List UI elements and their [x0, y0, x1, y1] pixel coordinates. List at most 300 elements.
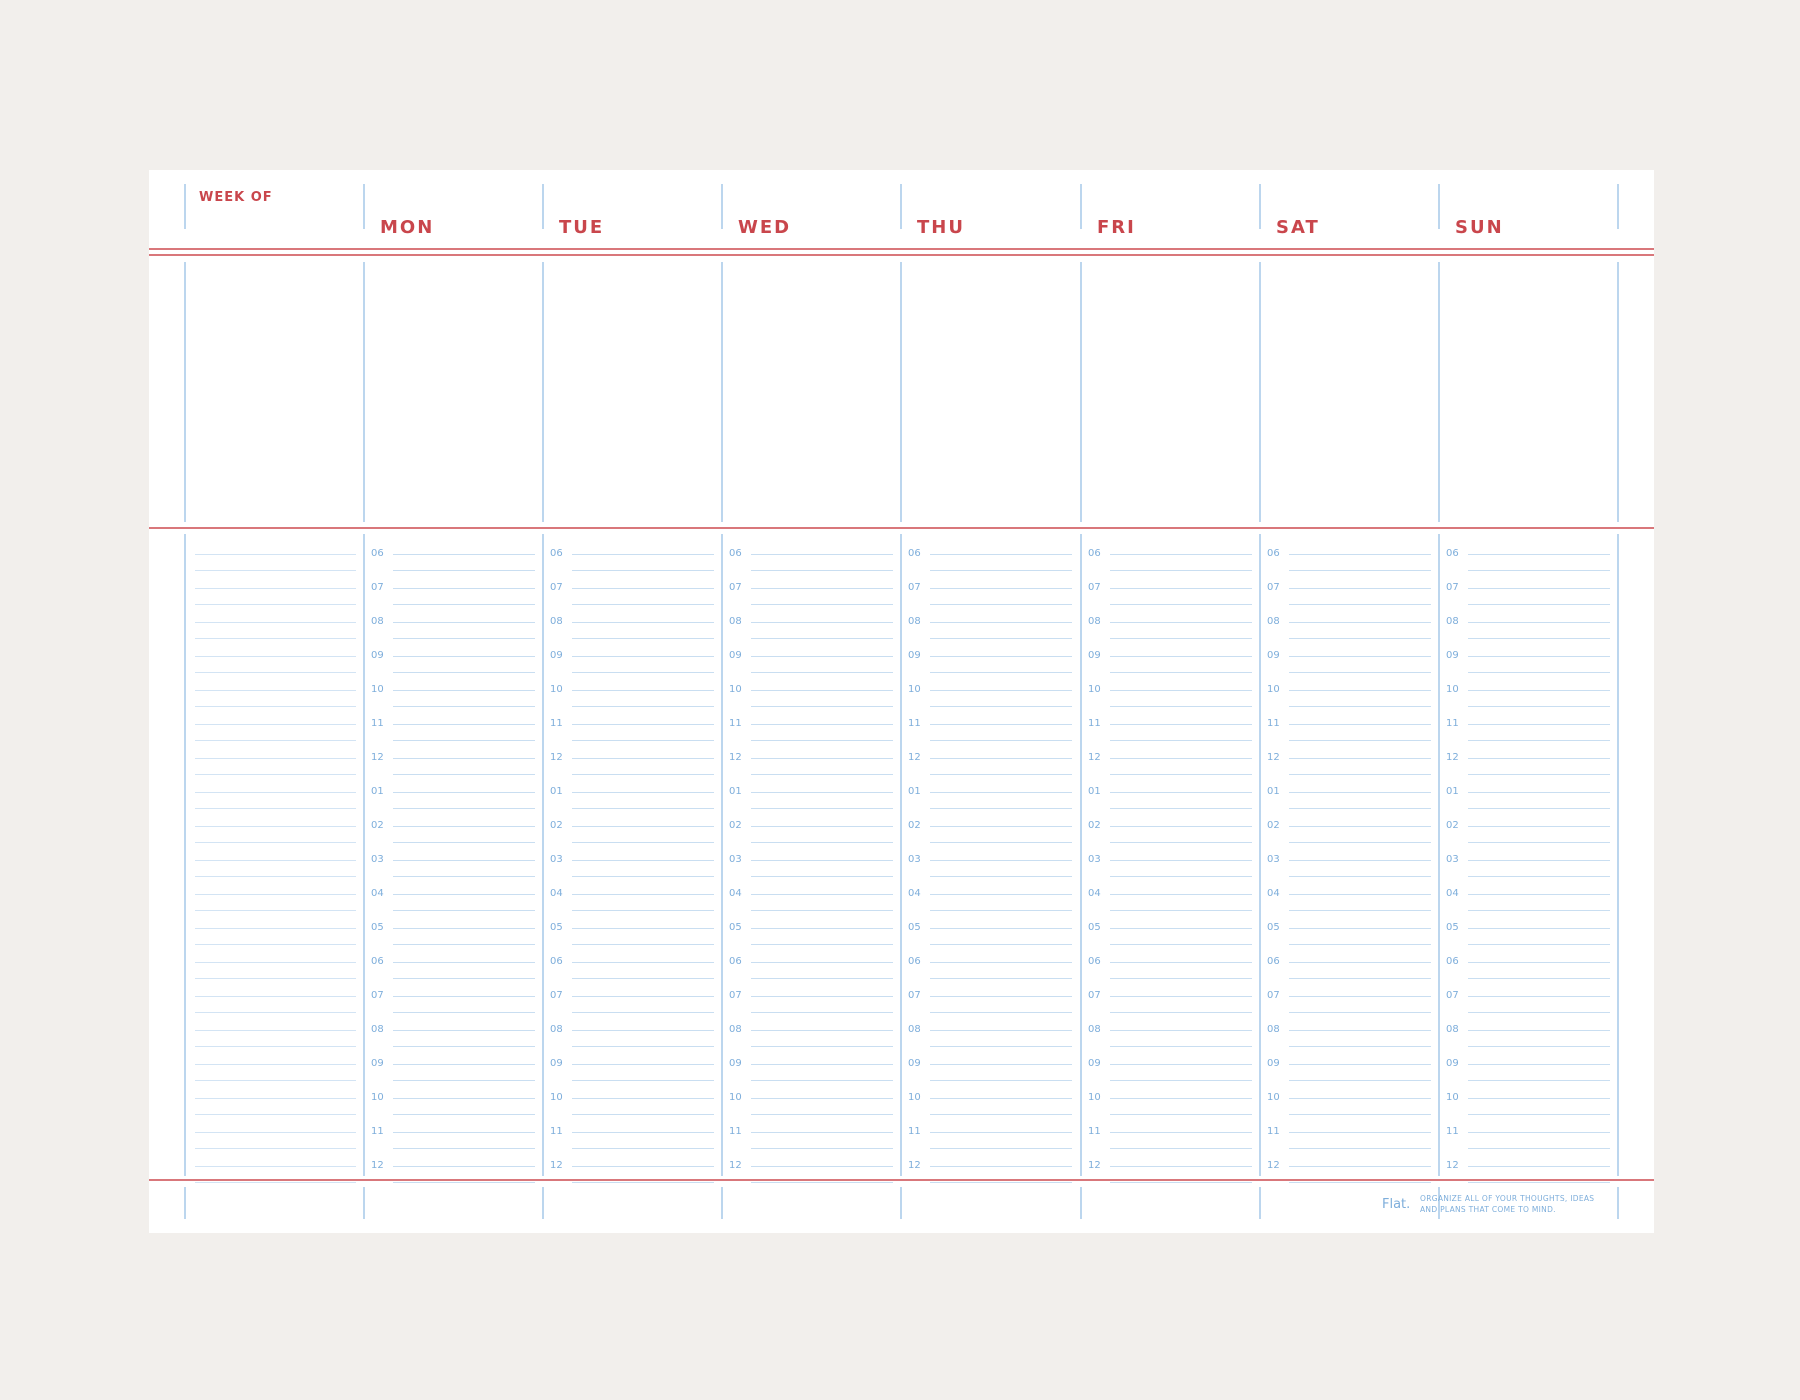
time-slot-line[interactable]	[572, 758, 714, 759]
half-hour-slot-line[interactable]	[930, 1182, 1072, 1183]
time-slot-line[interactable]	[930, 1030, 1072, 1031]
notes-line[interactable]	[195, 1098, 356, 1099]
half-hour-slot-line[interactable]	[1110, 1148, 1252, 1149]
half-hour-slot-line[interactable]	[1289, 740, 1431, 741]
half-hour-slot-line[interactable]	[572, 1080, 714, 1081]
time-slot-line[interactable]	[572, 690, 714, 691]
notes-line[interactable]	[195, 792, 356, 793]
time-slot-line[interactable]	[393, 1030, 535, 1031]
time-slot-line[interactable]	[751, 860, 893, 861]
half-hour-slot-line[interactable]	[751, 808, 893, 809]
time-slot-line[interactable]	[393, 860, 535, 861]
notes-line[interactable]	[195, 1046, 356, 1047]
time-slot-line[interactable]	[572, 792, 714, 793]
half-hour-slot-line[interactable]	[572, 910, 714, 911]
half-hour-slot-line[interactable]	[1289, 604, 1431, 605]
time-slot-line[interactable]	[1468, 996, 1610, 997]
time-slot-line[interactable]	[930, 894, 1072, 895]
time-slot-line[interactable]	[1110, 588, 1252, 589]
half-hour-slot-line[interactable]	[1110, 604, 1252, 605]
notes-line[interactable]	[195, 1012, 356, 1013]
time-slot-line[interactable]	[751, 962, 893, 963]
half-hour-slot-line[interactable]	[930, 672, 1072, 673]
half-hour-slot-line[interactable]	[1468, 1182, 1610, 1183]
time-slot-line[interactable]	[1468, 1098, 1610, 1099]
half-hour-slot-line[interactable]	[1468, 1080, 1610, 1081]
time-slot-line[interactable]	[930, 1132, 1072, 1133]
half-hour-slot-line[interactable]	[1468, 808, 1610, 809]
time-slot-line[interactable]	[1110, 1166, 1252, 1167]
notes-line[interactable]	[195, 894, 356, 895]
notes-line[interactable]	[195, 1132, 356, 1133]
notes-line[interactable]	[195, 656, 356, 657]
notes-line[interactable]	[195, 588, 356, 589]
half-hour-slot-line[interactable]	[930, 1046, 1072, 1047]
time-slot-line[interactable]	[572, 826, 714, 827]
time-slot-line[interactable]	[572, 1030, 714, 1031]
notes-line[interactable]	[195, 774, 356, 775]
time-slot-line[interactable]	[930, 962, 1072, 963]
half-hour-slot-line[interactable]	[751, 1046, 893, 1047]
half-hour-slot-line[interactable]	[1289, 672, 1431, 673]
notes-line[interactable]	[195, 962, 356, 963]
half-hour-slot-line[interactable]	[572, 1114, 714, 1115]
time-slot-line[interactable]	[1468, 826, 1610, 827]
half-hour-slot-line[interactable]	[1289, 1012, 1431, 1013]
time-slot-line[interactable]	[1468, 894, 1610, 895]
half-hour-slot-line[interactable]	[393, 842, 535, 843]
half-hour-slot-line[interactable]	[1468, 1046, 1610, 1047]
notes-line[interactable]	[195, 910, 356, 911]
time-slot-line[interactable]	[1289, 1030, 1431, 1031]
half-hour-slot-line[interactable]	[751, 604, 893, 605]
notes-line[interactable]	[195, 570, 356, 571]
time-slot-line[interactable]	[1110, 656, 1252, 657]
time-slot-line[interactable]	[1289, 1098, 1431, 1099]
time-slot-line[interactable]	[1110, 962, 1252, 963]
half-hour-slot-line[interactable]	[393, 1080, 535, 1081]
half-hour-slot-line[interactable]	[751, 1182, 893, 1183]
time-slot-line[interactable]	[1110, 894, 1252, 895]
half-hour-slot-line[interactable]	[572, 774, 714, 775]
half-hour-slot-line[interactable]	[1110, 570, 1252, 571]
time-slot-line[interactable]	[572, 860, 714, 861]
half-hour-slot-line[interactable]	[572, 604, 714, 605]
time-slot-line[interactable]	[1468, 690, 1610, 691]
notes-line[interactable]	[195, 1030, 356, 1031]
time-slot-line[interactable]	[1289, 996, 1431, 997]
time-slot-line[interactable]	[572, 656, 714, 657]
time-slot-line[interactable]	[1468, 860, 1610, 861]
half-hour-slot-line[interactable]	[572, 978, 714, 979]
time-slot-line[interactable]	[393, 1098, 535, 1099]
half-hour-slot-line[interactable]	[393, 1046, 535, 1047]
time-slot-line[interactable]	[1110, 826, 1252, 827]
half-hour-slot-line[interactable]	[1468, 604, 1610, 605]
notes-line[interactable]	[195, 724, 356, 725]
half-hour-slot-line[interactable]	[1110, 638, 1252, 639]
time-slot-line[interactable]	[393, 622, 535, 623]
notes-line[interactable]	[195, 860, 356, 861]
half-hour-slot-line[interactable]	[1468, 842, 1610, 843]
time-slot-line[interactable]	[751, 1030, 893, 1031]
half-hour-slot-line[interactable]	[751, 774, 893, 775]
time-slot-line[interactable]	[930, 656, 1072, 657]
time-slot-line[interactable]	[1468, 588, 1610, 589]
half-hour-slot-line[interactable]	[751, 944, 893, 945]
half-hour-slot-line[interactable]	[1468, 910, 1610, 911]
half-hour-slot-line[interactable]	[751, 910, 893, 911]
half-hour-slot-line[interactable]	[393, 910, 535, 911]
half-hour-slot-line[interactable]	[1289, 910, 1431, 911]
half-hour-slot-line[interactable]	[1289, 774, 1431, 775]
time-slot-line[interactable]	[1110, 554, 1252, 555]
time-slot-line[interactable]	[572, 724, 714, 725]
time-slot-line[interactable]	[930, 792, 1072, 793]
half-hour-slot-line[interactable]	[572, 638, 714, 639]
half-hour-slot-line[interactable]	[1110, 1080, 1252, 1081]
half-hour-slot-line[interactable]	[572, 1046, 714, 1047]
time-slot-line[interactable]	[393, 928, 535, 929]
half-hour-slot-line[interactable]	[930, 1148, 1072, 1149]
time-slot-line[interactable]	[1110, 1098, 1252, 1099]
half-hour-slot-line[interactable]	[1110, 910, 1252, 911]
half-hour-slot-line[interactable]	[751, 842, 893, 843]
half-hour-slot-line[interactable]	[1289, 808, 1431, 809]
notes-line[interactable]	[195, 622, 356, 623]
half-hour-slot-line[interactable]	[572, 672, 714, 673]
half-hour-slot-line[interactable]	[572, 706, 714, 707]
half-hour-slot-line[interactable]	[1110, 1182, 1252, 1183]
half-hour-slot-line[interactable]	[751, 1148, 893, 1149]
time-slot-line[interactable]	[393, 894, 535, 895]
time-slot-line[interactable]	[930, 1166, 1072, 1167]
time-slot-line[interactable]	[1468, 1132, 1610, 1133]
time-slot-line[interactable]	[1289, 860, 1431, 861]
half-hour-slot-line[interactable]	[751, 638, 893, 639]
half-hour-slot-line[interactable]	[1110, 740, 1252, 741]
half-hour-slot-line[interactable]	[930, 1114, 1072, 1115]
time-slot-line[interactable]	[751, 792, 893, 793]
half-hour-slot-line[interactable]	[1110, 876, 1252, 877]
half-hour-slot-line[interactable]	[1289, 570, 1431, 571]
half-hour-slot-line[interactable]	[751, 978, 893, 979]
half-hour-slot-line[interactable]	[751, 672, 893, 673]
time-slot-line[interactable]	[393, 554, 535, 555]
notes-line[interactable]	[195, 672, 356, 673]
half-hour-slot-line[interactable]	[1110, 672, 1252, 673]
half-hour-slot-line[interactable]	[393, 1182, 535, 1183]
time-slot-line[interactable]	[751, 588, 893, 589]
half-hour-slot-line[interactable]	[572, 808, 714, 809]
half-hour-slot-line[interactable]	[572, 842, 714, 843]
half-hour-slot-line[interactable]	[1468, 1114, 1610, 1115]
time-slot-line[interactable]	[751, 1064, 893, 1065]
half-hour-slot-line[interactable]	[393, 740, 535, 741]
time-slot-line[interactable]	[572, 996, 714, 997]
time-slot-line[interactable]	[393, 588, 535, 589]
time-slot-line[interactable]	[930, 690, 1072, 691]
half-hour-slot-line[interactable]	[393, 638, 535, 639]
half-hour-slot-line[interactable]	[393, 978, 535, 979]
time-slot-line[interactable]	[751, 996, 893, 997]
half-hour-slot-line[interactable]	[1289, 1080, 1431, 1081]
notes-line[interactable]	[195, 758, 356, 759]
time-slot-line[interactable]	[1110, 860, 1252, 861]
time-slot-line[interactable]	[1110, 792, 1252, 793]
time-slot-line[interactable]	[393, 792, 535, 793]
half-hour-slot-line[interactable]	[393, 876, 535, 877]
notes-line[interactable]	[195, 554, 356, 555]
time-slot-line[interactable]	[751, 690, 893, 691]
time-slot-line[interactable]	[1110, 690, 1252, 691]
time-slot-line[interactable]	[1110, 996, 1252, 997]
time-slot-line[interactable]	[751, 894, 893, 895]
half-hour-slot-line[interactable]	[930, 1012, 1072, 1013]
half-hour-slot-line[interactable]	[1468, 774, 1610, 775]
half-hour-slot-line[interactable]	[1289, 706, 1431, 707]
half-hour-slot-line[interactable]	[1468, 638, 1610, 639]
half-hour-slot-line[interactable]	[1110, 1114, 1252, 1115]
time-slot-line[interactable]	[1468, 962, 1610, 963]
time-slot-line[interactable]	[393, 656, 535, 657]
half-hour-slot-line[interactable]	[1468, 978, 1610, 979]
time-slot-line[interactable]	[572, 1064, 714, 1065]
time-slot-line[interactable]	[1468, 792, 1610, 793]
time-slot-line[interactable]	[393, 962, 535, 963]
notes-line[interactable]	[195, 1064, 356, 1065]
half-hour-slot-line[interactable]	[751, 570, 893, 571]
time-slot-line[interactable]	[751, 758, 893, 759]
time-slot-line[interactable]	[751, 554, 893, 555]
time-slot-line[interactable]	[1468, 758, 1610, 759]
half-hour-slot-line[interactable]	[930, 808, 1072, 809]
half-hour-slot-line[interactable]	[1289, 638, 1431, 639]
half-hour-slot-line[interactable]	[1110, 978, 1252, 979]
half-hour-slot-line[interactable]	[1289, 1148, 1431, 1149]
half-hour-slot-line[interactable]	[572, 1148, 714, 1149]
half-hour-slot-line[interactable]	[1289, 978, 1431, 979]
half-hour-slot-line[interactable]	[751, 1080, 893, 1081]
time-slot-line[interactable]	[1110, 622, 1252, 623]
time-slot-line[interactable]	[1289, 724, 1431, 725]
time-slot-line[interactable]	[751, 622, 893, 623]
half-hour-slot-line[interactable]	[751, 1114, 893, 1115]
time-slot-line[interactable]	[751, 1098, 893, 1099]
time-slot-line[interactable]	[930, 724, 1072, 725]
time-slot-line[interactable]	[1468, 1030, 1610, 1031]
time-slot-line[interactable]	[572, 554, 714, 555]
time-slot-line[interactable]	[751, 1132, 893, 1133]
half-hour-slot-line[interactable]	[1468, 672, 1610, 673]
notes-line[interactable]	[195, 944, 356, 945]
time-slot-line[interactable]	[930, 826, 1072, 827]
time-slot-line[interactable]	[572, 928, 714, 929]
half-hour-slot-line[interactable]	[930, 706, 1072, 707]
time-slot-line[interactable]	[393, 996, 535, 997]
half-hour-slot-line[interactable]	[1110, 944, 1252, 945]
notes-line[interactable]	[195, 826, 356, 827]
notes-line[interactable]	[195, 1148, 356, 1149]
half-hour-slot-line[interactable]	[572, 1012, 714, 1013]
time-slot-line[interactable]	[572, 1098, 714, 1099]
half-hour-slot-line[interactable]	[572, 570, 714, 571]
half-hour-slot-line[interactable]	[393, 1012, 535, 1013]
time-slot-line[interactable]	[930, 860, 1072, 861]
time-slot-line[interactable]	[572, 588, 714, 589]
notes-line[interactable]	[195, 842, 356, 843]
half-hour-slot-line[interactable]	[393, 672, 535, 673]
half-hour-slot-line[interactable]	[751, 740, 893, 741]
time-slot-line[interactable]	[1468, 622, 1610, 623]
time-slot-line[interactable]	[1468, 1166, 1610, 1167]
time-slot-line[interactable]	[930, 1098, 1072, 1099]
time-slot-line[interactable]	[1289, 894, 1431, 895]
half-hour-slot-line[interactable]	[393, 808, 535, 809]
time-slot-line[interactable]	[1289, 1132, 1431, 1133]
half-hour-slot-line[interactable]	[1468, 876, 1610, 877]
half-hour-slot-line[interactable]	[393, 774, 535, 775]
time-slot-line[interactable]	[393, 758, 535, 759]
notes-line[interactable]	[195, 808, 356, 809]
time-slot-line[interactable]	[751, 826, 893, 827]
notes-line[interactable]	[195, 706, 356, 707]
time-slot-line[interactable]	[393, 1132, 535, 1133]
notes-line[interactable]	[195, 1114, 356, 1115]
notes-line[interactable]	[195, 740, 356, 741]
time-slot-line[interactable]	[572, 1166, 714, 1167]
half-hour-slot-line[interactable]	[393, 570, 535, 571]
half-hour-slot-line[interactable]	[930, 978, 1072, 979]
half-hour-slot-line[interactable]	[1468, 570, 1610, 571]
half-hour-slot-line[interactable]	[572, 740, 714, 741]
notes-line[interactable]	[195, 996, 356, 997]
time-slot-line[interactable]	[1289, 690, 1431, 691]
notes-line[interactable]	[195, 978, 356, 979]
time-slot-line[interactable]	[751, 724, 893, 725]
half-hour-slot-line[interactable]	[930, 944, 1072, 945]
time-slot-line[interactable]	[1289, 826, 1431, 827]
time-slot-line[interactable]	[1289, 792, 1431, 793]
time-slot-line[interactable]	[393, 826, 535, 827]
time-slot-line[interactable]	[1110, 1030, 1252, 1031]
half-hour-slot-line[interactable]	[1110, 1046, 1252, 1047]
half-hour-slot-line[interactable]	[930, 604, 1072, 605]
time-slot-line[interactable]	[1468, 1064, 1610, 1065]
notes-line[interactable]	[195, 604, 356, 605]
time-slot-line[interactable]	[393, 724, 535, 725]
notes-line[interactable]	[195, 1182, 356, 1183]
time-slot-line[interactable]	[930, 554, 1072, 555]
time-slot-line[interactable]	[751, 1166, 893, 1167]
time-slot-line[interactable]	[751, 656, 893, 657]
half-hour-slot-line[interactable]	[1110, 1012, 1252, 1013]
half-hour-slot-line[interactable]	[1289, 1114, 1431, 1115]
half-hour-slot-line[interactable]	[1110, 774, 1252, 775]
time-slot-line[interactable]	[1468, 554, 1610, 555]
half-hour-slot-line[interactable]	[1289, 1046, 1431, 1047]
time-slot-line[interactable]	[1110, 928, 1252, 929]
notes-line[interactable]	[195, 1080, 356, 1081]
time-slot-line[interactable]	[1289, 554, 1431, 555]
time-slot-line[interactable]	[1468, 928, 1610, 929]
time-slot-line[interactable]	[930, 622, 1072, 623]
half-hour-slot-line[interactable]	[930, 910, 1072, 911]
notes-line[interactable]	[195, 690, 356, 691]
half-hour-slot-line[interactable]	[751, 1012, 893, 1013]
half-hour-slot-line[interactable]	[393, 604, 535, 605]
time-slot-line[interactable]	[572, 894, 714, 895]
time-slot-line[interactable]	[572, 962, 714, 963]
time-slot-line[interactable]	[1289, 656, 1431, 657]
time-slot-line[interactable]	[1289, 1064, 1431, 1065]
time-slot-line[interactable]	[930, 758, 1072, 759]
half-hour-slot-line[interactable]	[572, 1182, 714, 1183]
time-slot-line[interactable]	[1289, 758, 1431, 759]
time-slot-line[interactable]	[751, 928, 893, 929]
half-hour-slot-line[interactable]	[930, 774, 1072, 775]
time-slot-line[interactable]	[930, 996, 1072, 997]
time-slot-line[interactable]	[930, 588, 1072, 589]
notes-line[interactable]	[195, 638, 356, 639]
half-hour-slot-line[interactable]	[1468, 1012, 1610, 1013]
time-slot-line[interactable]	[1110, 1064, 1252, 1065]
time-slot-line[interactable]	[1289, 588, 1431, 589]
time-slot-line[interactable]	[393, 1064, 535, 1065]
half-hour-slot-line[interactable]	[1468, 706, 1610, 707]
half-hour-slot-line[interactable]	[393, 944, 535, 945]
half-hour-slot-line[interactable]	[572, 876, 714, 877]
half-hour-slot-line[interactable]	[393, 1148, 535, 1149]
time-slot-line[interactable]	[930, 1064, 1072, 1065]
half-hour-slot-line[interactable]	[930, 876, 1072, 877]
half-hour-slot-line[interactable]	[930, 638, 1072, 639]
time-slot-line[interactable]	[393, 690, 535, 691]
notes-line[interactable]	[195, 928, 356, 929]
half-hour-slot-line[interactable]	[1468, 944, 1610, 945]
half-hour-slot-line[interactable]	[930, 740, 1072, 741]
half-hour-slot-line[interactable]	[751, 876, 893, 877]
half-hour-slot-line[interactable]	[1289, 944, 1431, 945]
half-hour-slot-line[interactable]	[1110, 706, 1252, 707]
time-slot-line[interactable]	[1110, 1132, 1252, 1133]
half-hour-slot-line[interactable]	[1110, 842, 1252, 843]
notes-line[interactable]	[195, 876, 356, 877]
time-slot-line[interactable]	[1110, 724, 1252, 725]
time-slot-line[interactable]	[1289, 962, 1431, 963]
time-slot-line[interactable]	[572, 1132, 714, 1133]
notes-line[interactable]	[195, 1166, 356, 1167]
time-slot-line[interactable]	[572, 622, 714, 623]
half-hour-slot-line[interactable]	[751, 706, 893, 707]
time-slot-line[interactable]	[1289, 1166, 1431, 1167]
half-hour-slot-line[interactable]	[1289, 876, 1431, 877]
half-hour-slot-line[interactable]	[1289, 1182, 1431, 1183]
time-slot-line[interactable]	[1468, 656, 1610, 657]
half-hour-slot-line[interactable]	[930, 842, 1072, 843]
time-slot-line[interactable]	[393, 1166, 535, 1167]
time-slot-line[interactable]	[1110, 758, 1252, 759]
half-hour-slot-line[interactable]	[572, 944, 714, 945]
half-hour-slot-line[interactable]	[930, 1080, 1072, 1081]
half-hour-slot-line[interactable]	[1468, 1148, 1610, 1149]
time-slot-line[interactable]	[1289, 622, 1431, 623]
half-hour-slot-line[interactable]	[930, 570, 1072, 571]
time-slot-line[interactable]	[1468, 724, 1610, 725]
half-hour-slot-line[interactable]	[1468, 740, 1610, 741]
half-hour-slot-line[interactable]	[393, 1114, 535, 1115]
half-hour-slot-line[interactable]	[1110, 808, 1252, 809]
